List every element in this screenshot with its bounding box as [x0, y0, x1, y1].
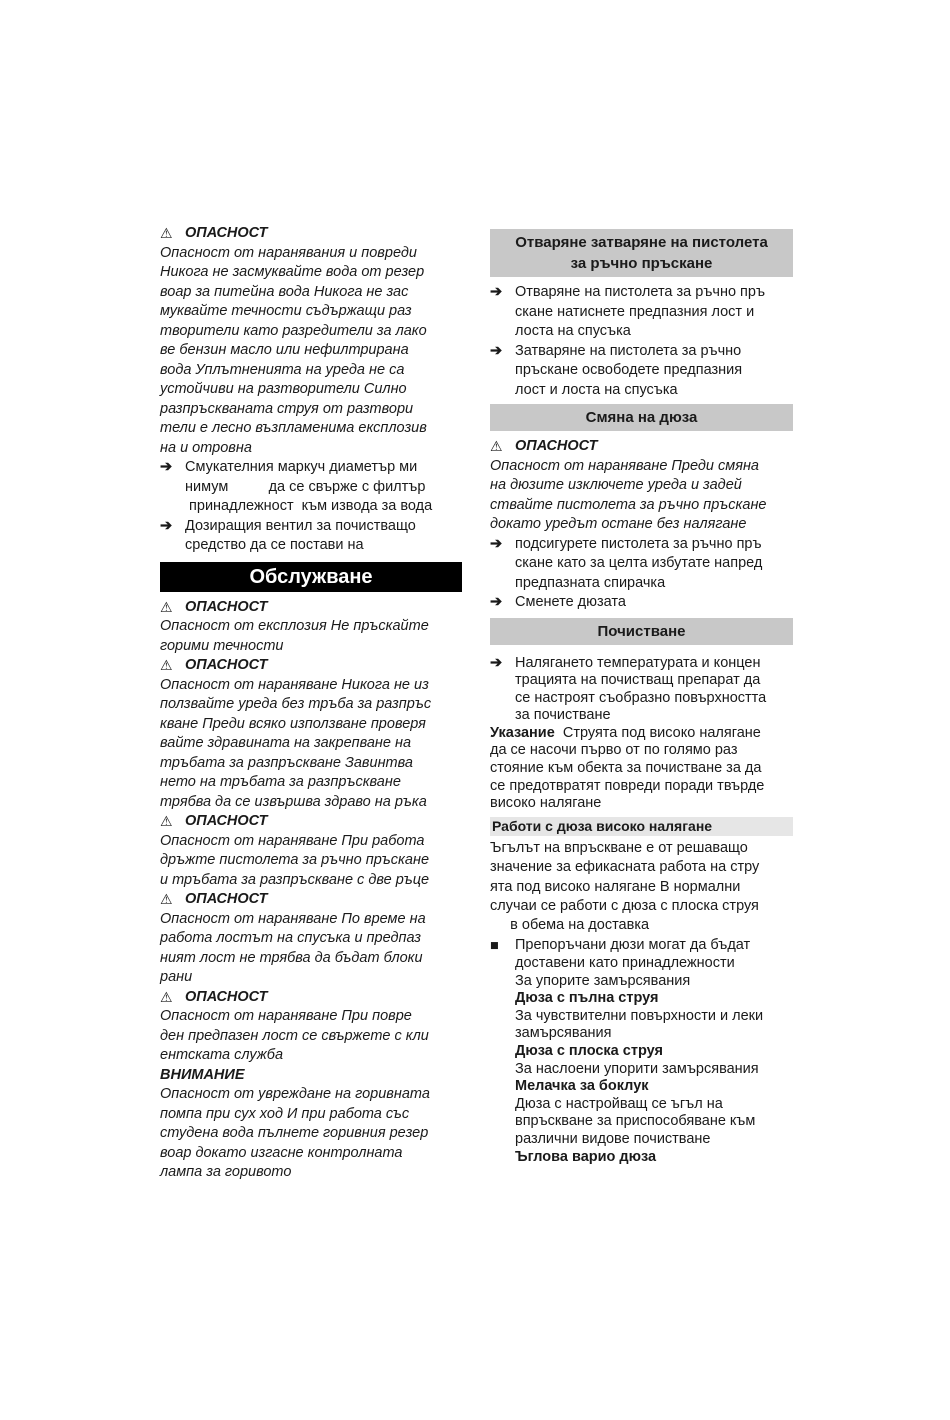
- section-title: Обслужване: [160, 562, 462, 592]
- arrow-item: ➔ Налягането температурата и концен трацията на почистващ препарат да се настроят съобразно повърхността за почистване: [490, 654, 767, 724]
- nozzle-name: Ъглова варио дюза: [515, 1148, 657, 1165]
- arrow-right-icon: ➔: [160, 459, 173, 475]
- warning-label: ОПАСНОСТ: [515, 438, 598, 454]
- note-label: Указание: [490, 724, 555, 741]
- nozzle-name: Мелачка за боклук: [515, 1078, 649, 1095]
- warning-triangle-icon: ⚠: [160, 988, 173, 1005]
- caution-label: ВНИМАНИЕ: [160, 1066, 245, 1083]
- warning-triangle-icon: ⚠: [160, 225, 173, 241]
- warning-label: ОПАСНОСТ: [185, 891, 268, 907]
- warning-block: ⚠ ОПАСНОСТ Опасност от нараняване При работа дръжте пистолета за ръчно пръскане и тръбата за разпръскване с две ръце: [160, 813, 430, 888]
- arrow-right-icon: ➔: [490, 594, 503, 610]
- subsection-heading-high-pressure: Работи с дюза високо налягане: [490, 817, 793, 836]
- square-bullet-icon: ■: [490, 938, 499, 955]
- nozzle-name: Дюза с пълна струя: [515, 990, 659, 1007]
- warning-triangle-icon: ⚠: [160, 891, 173, 907]
- arrow-item: ➔ Дозиращия вентил за почистващо средство да се постави на: [160, 517, 462, 556]
- arrow-right-icon: ➔: [490, 535, 503, 552]
- warning-label: ОПАСНОСТ: [185, 598, 268, 615]
- warning-label: ОПАСНОСТ: [185, 988, 268, 1005]
- warning-block: ⚠ ОПАСНОСТ Опасност от нараняване При повре ден предпазен лост се свържете с кли ентската служба: [160, 988, 429, 1063]
- arrow-item: ➔ Сменете дюзата: [490, 593, 793, 613]
- warning-text: Опасност от наранявания и повреди Никога не засмуквайте вода от резер воар за питейна вода Никога не зас муквайте течности съдържащи раз творители като разредители за лако ве бензин масло или нефилтрирана вода Уплътненията на уреда не са устойчиви на разтворители Силно разпръскваната струя от разтвори тели е лесно възпламенима експлозив на и отровна: [160, 244, 427, 456]
- arrow-right-icon: ➔: [160, 517, 173, 534]
- warning-block: ⚠ ОПАСНОСТ Опасност от нараняване Никога не из ползвайте уреда без тръба за разпръс кване Преди всяко използване проверя вайте здравината на закрепване на тръбата за разпръскване Завинтва нето на тръбата за разпръскване трябва да се извършва здраво на ръка: [160, 657, 432, 810]
- section-heading-nozzle-change: Смяна на дюза: [490, 404, 793, 431]
- warning-label: ОПАСНОСТ: [185, 657, 268, 673]
- arrow-item: ➔ подсигурете пистолета за ръчно пръ скане като за целта избутате напред предпазната спирачка: [490, 535, 793, 594]
- caution-block: ВНИМАНИЕ Опасност от увреждане на горивната помпа при сух ход И при работа със студена вода пълнете горивния резер воар докато изгасне контролната лампа за горивото: [160, 1066, 462, 1183]
- warning-triangle-icon: ⚠: [160, 598, 173, 615]
- square-bullet-item: ■ Препоръчани дюзи могат да бъдат доставени като принадлежности За упорите замърсявания Дюза с пълна струя За чувствителни повърхности и леки замърсявания Дюза с плоска струя За наслоени упорити замърсявания Мелачка за боклук Дюза с настройващ се ъгъл на впръскване за приспособяване към различни видове почистване Ъглова варио дюза: [490, 937, 764, 1165]
- arrow-right-icon: ➔: [490, 654, 503, 671]
- warning-label: ОПАСНОСТ: [185, 225, 268, 241]
- warning-block: ⚠ ОПАСНОСТ Опасност от експлозия Не пръскайте горими течности: [160, 598, 429, 654]
- warning-label: ОПАСНОСТ: [185, 813, 268, 829]
- section-heading-cleaning: Почистване: [490, 618, 793, 645]
- arrow-item: ➔ Смукателния маркуч диаметър ми нимум да се свърже с филтър принадлежност към извода за вода: [160, 458, 462, 517]
- warning-block: ⚠ ОПАСНОСТ Опасност от нараняване Преди смяна на дюзите изключете уреда и задей ствайте пистолета за ръчно пръскане докато уредът остане без налягане: [490, 438, 767, 532]
- arrow-item: ➔ Отваряне на пистолета за ръчно пръ скане натиснете предпазния лост и лоста на спусъка: [490, 283, 793, 342]
- arrow-right-icon: ➔: [490, 342, 503, 359]
- arrow-item: ➔ Затваряне на пистолета за ръчно пръскане освободете предпазния лост и лоста на спусъка: [490, 342, 793, 401]
- arrow-right-icon: ➔: [490, 284, 503, 300]
- warning-triangle-icon: ⚠: [160, 813, 173, 829]
- warning-heading: [160, 224, 462, 244]
- warning-triangle-icon: ⚠: [160, 657, 173, 673]
- left-column: [160, 224, 462, 1183]
- warning-block: ⚠ ОПАСНОСТ Опасност от нараняване По време на работа лостът на спусъка и предпаз ният лост не трябва да бъдат блоки рани: [160, 891, 426, 985]
- section-heading-gun: Отваряне затваряне на пистолета за ръчно пръскане: [490, 229, 793, 277]
- nozzle-name: Дюза с плоска струя: [515, 1043, 663, 1059]
- warning-triangle-icon: ⚠: [490, 438, 503, 454]
- paragraph: Ъгълът на впръскване е от решаващо значение за ефикасната работа на стру ята под високо налягане В нормални случаи се работи с дюза с плоска струя в обема на доставка: [490, 839, 760, 933]
- right-column: [490, 229, 793, 1166]
- warning-block: [160, 224, 462, 458]
- note-block: Указание Струята под високо налягане да се насочи първо от по голямо раз стояние към обекта за почистване за да се предотвратят повреди поради твърде високо налягане: [490, 724, 765, 812]
